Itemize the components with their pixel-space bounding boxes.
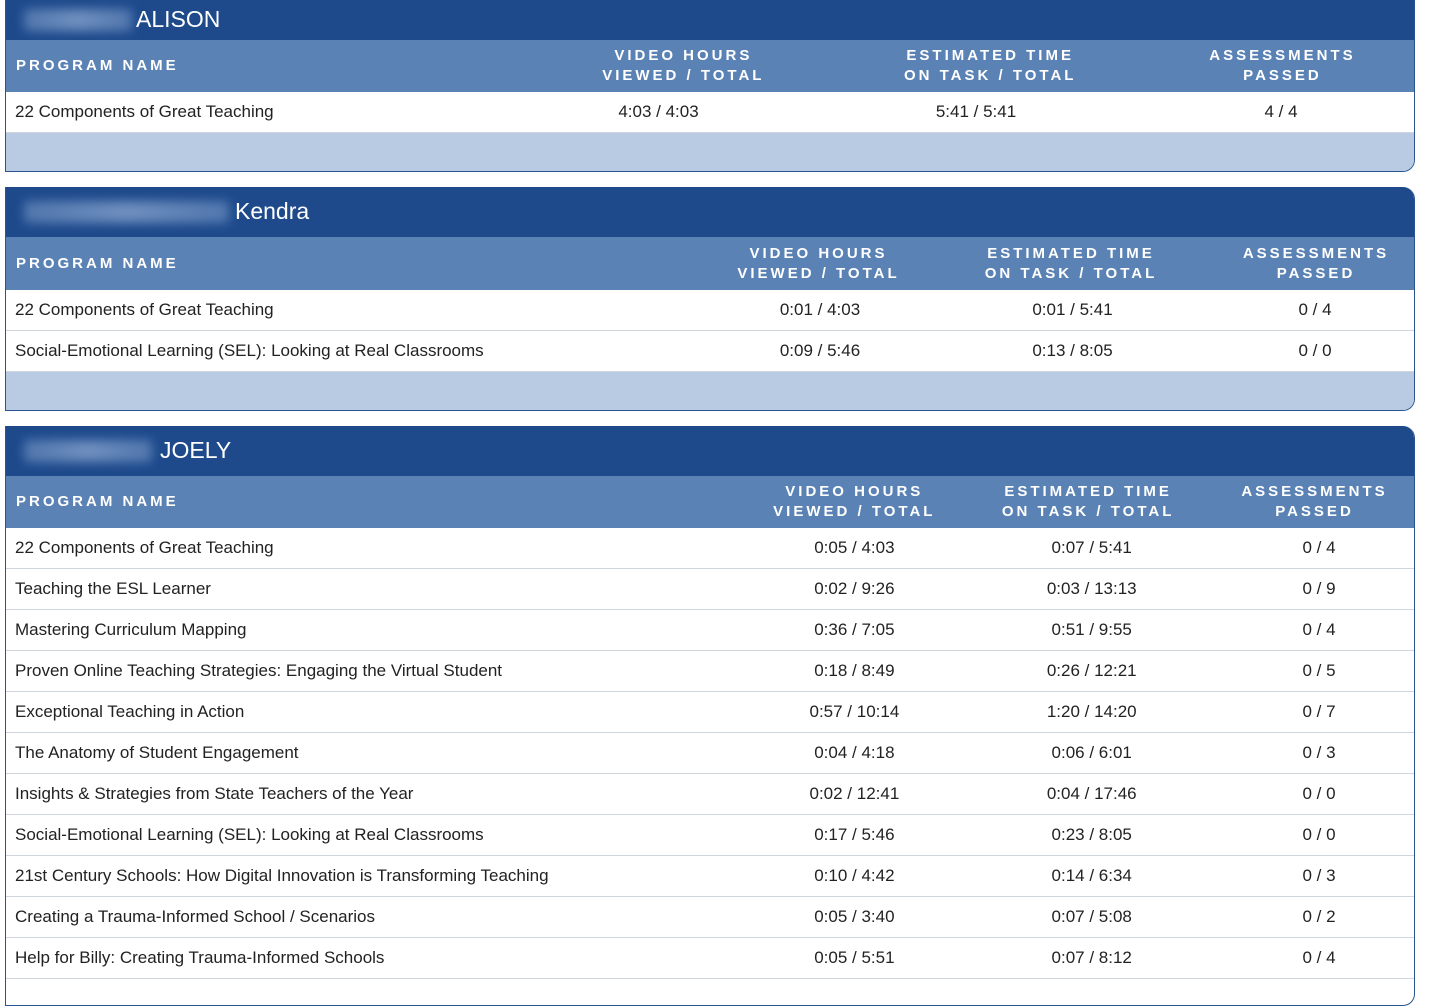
assessments-cell: 0 / 7	[1302, 702, 1336, 721]
assessments-cell: 0 / 5	[1302, 661, 1336, 680]
program-name-cell: Proven Online Teaching Strategies: Engaging the Virtual Student	[15, 661, 503, 680]
estimated-time-cell: 1:20 / 14:20	[1046, 702, 1137, 721]
header-assessments: ASSESSMENTS PASSED	[1242, 244, 1390, 282]
assessments-cell: 0 / 3	[1302, 743, 1336, 762]
program-name-cell: Help for Billy: Creating Trauma-Informed Schools	[15, 948, 385, 967]
header-video-hours: VIDEO HOURS VIEWED / TOTAL	[602, 47, 765, 84]
video-hours-cell: 0:05 / 3:40	[814, 907, 895, 926]
header-estimated-time: ESTIMATED TIME ON TASK / TOTAL	[984, 244, 1158, 282]
assessments-cell: 0 / 4	[1302, 538, 1336, 557]
assessments-cell: 0 / 2	[1302, 907, 1336, 926]
estimated-time-cell: 0:23 / 8:05	[1051, 825, 1132, 844]
table-row	[6, 651, 1414, 692]
header-estimated-time: ESTIMATED TIME ON TASK / TOTAL	[903, 47, 1077, 84]
assessments-cell: 0 / 4	[1298, 300, 1332, 319]
assessments-cell: 0 / 0	[1302, 825, 1336, 844]
estimated-time-cell: 0:04 / 17:46	[1046, 784, 1137, 803]
estimated-time-cell: 0:14 / 6:34	[1051, 866, 1132, 885]
program-name-cell: Mastering Curriculum Mapping	[15, 620, 247, 639]
table-row	[6, 569, 1414, 610]
teacher-panel-joely	[5, 426, 1415, 1006]
video-hours-cell: 4:03 / 4:03	[618, 102, 699, 121]
teacher-first-name: JOELY	[160, 436, 232, 463]
video-hours-cell: 0:05 / 5:51	[814, 948, 895, 967]
program-name-cell: Creating a Trauma-Informed School / Scenarios	[15, 907, 376, 926]
video-hours-cell: 0:57 / 10:14	[809, 702, 900, 721]
estimated-time-cell: 0:07 / 5:41	[1051, 538, 1132, 557]
program-name-cell: 22 Components of Great Teaching	[15, 102, 274, 121]
table-row	[6, 290, 1414, 331]
assessments-cell: 0 / 9	[1302, 579, 1336, 598]
program-name-cell: Social-Emotional Learning (SEL): Looking at Real Classrooms	[15, 825, 484, 844]
panel-footer	[6, 133, 1414, 172]
estimated-time-cell: 0:51 / 9:55	[1051, 620, 1132, 639]
table-row	[6, 692, 1414, 733]
video-hours-cell: 0:02 / 12:41	[809, 784, 900, 803]
assessments-cell: 0 / 4	[1302, 948, 1336, 967]
program-name-cell: Exceptional Teaching in Action	[15, 702, 245, 721]
estimated-time-cell: 0:26 / 12:21	[1046, 661, 1137, 680]
teacher-name-bar	[6, 426, 1414, 476]
table-header	[6, 237, 1414, 290]
table-row	[6, 774, 1414, 815]
header-program-name: PROGRAM NAME	[16, 493, 179, 510]
video-hours-cell: 0:02 / 9:26	[814, 579, 895, 598]
table-row	[6, 92, 1415, 133]
video-hours-cell: 0:18 / 8:49	[814, 661, 895, 680]
header-program-name: PROGRAM NAME	[16, 254, 179, 272]
assessments-cell: 0 / 0	[1298, 341, 1332, 360]
program-name-cell: 22 Components of Great Teaching	[15, 300, 274, 319]
table-row	[6, 897, 1414, 938]
table-body	[6, 528, 1414, 979]
video-hours-cell: 0:17 / 5:46	[814, 825, 895, 844]
header-program-name: PROGRAM NAME	[16, 57, 179, 74]
table-row	[6, 331, 1414, 372]
video-hours-cell: 0:09 / 5:46	[779, 341, 861, 360]
table-row	[6, 815, 1414, 856]
program-name-cell: Teaching the ESL Learner	[15, 579, 211, 598]
assessments-cell: 4 / 4	[1264, 102, 1298, 121]
teacher-name-bar	[6, 187, 1414, 237]
header-video-hours: VIDEO HOURS VIEWED / TOTAL	[737, 244, 900, 282]
teacher-first-name: Kendra	[235, 197, 310, 224]
header-estimated-time: ESTIMATED TIME ON TASK / TOTAL	[1001, 483, 1175, 520]
estimated-time-cell: 5:41 / 5:41	[935, 102, 1017, 121]
header-assessments: ASSESSMENTS PASSED	[1241, 483, 1388, 520]
program-name-cell: The Anatomy of Student Engagement	[15, 743, 299, 762]
assessments-cell: 0 / 3	[1302, 866, 1336, 885]
estimated-time-cell: 0:06 / 6:01	[1051, 743, 1132, 762]
estimated-time-cell: 0:01 / 5:41	[1032, 300, 1113, 319]
estimated-time-cell: 0:07 / 8:12	[1051, 948, 1132, 967]
table-row	[6, 733, 1414, 774]
redacted-last-name	[24, 440, 152, 462]
program-name-cell: 22 Components of Great Teaching	[15, 538, 274, 557]
video-hours-cell: 0:10 / 4:42	[814, 866, 895, 885]
teacher-panel-alison	[5, 0, 1415, 172]
video-hours-cell: 0:36 / 7:05	[814, 620, 895, 639]
header-assessments: ASSESSMENTS PASSED	[1209, 47, 1356, 84]
table-header	[6, 40, 1414, 92]
teacher-name-bar	[6, 0, 1414, 40]
redacted-last-name	[24, 201, 229, 223]
program-name-cell: 21st Century Schools: How Digital Innovation is Transforming Teaching	[15, 866, 549, 885]
video-hours-cell: 0:05 / 4:03	[814, 538, 895, 557]
redacted-last-name	[24, 9, 132, 31]
table-row	[6, 856, 1414, 897]
panel-footer	[6, 372, 1414, 410]
program-name-cell: Social-Emotional Learning (SEL): Looking at Real Classrooms	[15, 341, 484, 360]
video-hours-cell: 0:04 / 4:18	[814, 743, 895, 762]
table-row	[6, 528, 1414, 569]
table-row	[6, 610, 1414, 651]
estimated-time-cell: 0:13 / 8:05	[1032, 341, 1113, 360]
table-header	[6, 476, 1414, 528]
assessments-cell: 0 / 0	[1302, 784, 1336, 803]
header-video-hours: VIDEO HOURS VIEWED / TOTAL	[773, 483, 936, 520]
estimated-time-cell: 0:07 / 5:08	[1051, 907, 1132, 926]
estimated-time-cell: 0:03 / 13:13	[1046, 579, 1137, 598]
teacher-first-name: ALISON	[136, 5, 221, 32]
assessments-cell: 0 / 4	[1302, 620, 1336, 639]
video-hours-cell: 0:01 / 4:03	[779, 300, 861, 319]
program-name-cell: Insights & Strategies from State Teachers of the Year	[15, 784, 414, 803]
teacher-panel-kendra	[5, 187, 1415, 411]
table-row	[6, 938, 1414, 979]
